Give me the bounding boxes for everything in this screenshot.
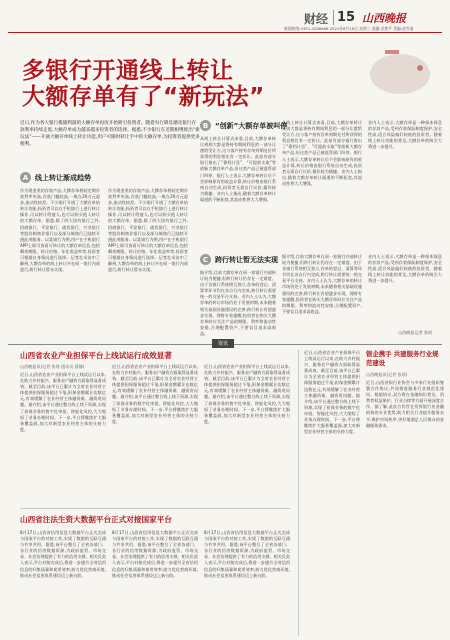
section-c-body-continued: 据介绍,目前大额存单在同一家银行内部转让较为便捷,但跨行转让仍存在一定难度。由于各银行系统相互独立,存单的登记、清算等环节均在各自行内完成,跨行转让需要统一的交易平台支持。业内人士认为,大额存单的转让市场仍处于发展初期,未来随着相关基础设施建设的完善,跨行转让有望逐步实现。理财专家提醒,投资者在购买大额存单时应关注产品的期限、利率和流动性安排,合理配置资产,不要盲目追求高收益。 — [282, 254, 362, 314]
headline-line-1: 多银行开通线上转让 — [22, 58, 234, 84]
brief-3-title: 银企携手 共建服务行业规范建设 — [366, 350, 439, 367]
closing-body: 业内人士表示,大额存单是一种保本保息的存款产品,受到存款保险制度保护,安全性高,适合风险偏好较低的投资者。随着线上转让功能的普及,大额存单的吸引力将进一步提升。 — [368, 254, 442, 284]
header-meta: 新闻热线:0351-4286666 2021年8月18日 星期三 责编:龙艳平 美编:赵雪迪 — [284, 26, 414, 31]
section-b-body: 从线上转让计算式来看,目前,大额存单转让规则大都是将持有期间利息的一部分让渡给受让方,这与客户持有存单到期兑付所获得的利息相比有一定折让。此前有部分银行推出了“靠档计息”、“可提前支取”等创新大额存单产品,但这类产品已被监管部门叫停。银行人士表示,大额存单转让后不会影响原有的收益计算,转让价格由银行系统自动生成,投资者无需自行议价,操作较为便捷。业内人士指出,随着大额存单转让渠道的不断拓宽,其流动性将大大增强。 — [200, 136, 276, 202]
brief-1-body-col2: 近日,山西省农业产业担保平台上线试运行以来,在助力乡村振兴、服务农户融资方面取得显著成效。截至目前,该平台已累计为全省农业经营主体提供担保服务超过千笔,担保金额累计达数亿元,有效缓解了农业经营主体融资难、融资贵问题。据介绍,该平台通过整合线上线下资源,实现了担保业务的数字化审批、智能化风控,大大缩短了业务办理时间。下一步,平台将继续扩大服务覆盖面,加大对新型农业经营主体的支持力度。 — [112, 364, 198, 424]
piggy-bank-icon — [305, 44, 445, 102]
article-lead: 近日,作为各大银行揽储利器的大额存单再度开始吸引投资者。随着央行降息潮及银行存款利率持续走低,大额存单成为越来越多投资者的选择。据悉,不少银行在近期相继推出“新玩法”——开通大额存单线上转让功能,用户可随时转让手中的大额存单,为投资者提供更多便利。 — [20, 121, 200, 147]
section-c-body: 据介绍,目前大额存单在同一家银行内部转让较为便捷,但跨行转让仍存在一定难度。由于各银行系统相互独立,存单的登记、清算等环节均在各自行内完成,跨行转让需要统一的交易平台支持。业内人士认为,大额存单的转让市场仍处于发展初期,未来随着相关基础设施建设的完善,跨行转让有望逐步实现。理财专家提醒,投资者在购买大额存单时应关注产品的期限、利率和流动性安排,合理配置资产,不要盲目追求高收益。 — [200, 270, 276, 336]
brief-1-body-col3: 近日,山西省农业产业担保平台上线试运行以来,在助力乡村振兴、服务农户融资方面取得显著成效。截至目前,该平台已累计为全省农业经营主体提供担保服务超过千笔,担保金额累计达数亿元,有效缓解了农业经营主体融资难、融资贵问题。据介绍,该平台通过整合线上线下资源,实现了担保业务的数字化审批、智能化风控,大大缩短了业务办理时间。下一步,平台将继续扩大服务覆盖面,加大对新型农业经营主体的支持力度。 — [204, 364, 290, 424]
right-column-body: 业内人士表示,大额存单是一种保本保息的存款产品,受到存款保险制度保护,安全性高,适合风险偏好较低的投资者。随着线上转让功能的普及,大额存单的吸引力将进一步提升。 — [368, 120, 442, 150]
section-a-body-continued: 作为现金类的存款产品,大额存单相较定期存款利率更高,存款门槛较高,一般在20万元起步,流动性较差。不少银行开通了大额存单的转让功能,投资者可以在手机银行上进行转让操作,可以转让给他人,也可以购买他人转让的大额存单。据悉,除了四大国有银行之外,招商银行、平安银行、浦发银行、兴业银行等股份制商业银行以及部分城商行已陆续开通此项服务。以某银行为例,用户在手机银行APP上即可查看可转让的大额存单信息,包括剩余期限、转让价格、年化收益率等,投资者可根据自身情况进行选择。记者在采访中了解到,大额存单的线上转让多在同一银行内部进行,跨行转让暂未实现。 — [108, 188, 188, 273]
brief-2-title: 山西省注法生资大数据平台正式对接国家平台 — [20, 515, 172, 524]
brief-1-byline: 山西晚报讯(记者 张瑶 通讯员 薛静) — [20, 364, 85, 369]
section-b-title: “创新”大额存单被叫停 — [215, 121, 288, 130]
section-b-heading — [200, 120, 287, 131]
section-a-badge: A — [20, 172, 31, 183]
brief-2-body: 8月17日,山西省信用信息大数据平台正式完成与国家平台的对接工作,实现了数据的互联互通与共享共用。据悉,该平台整合了全省各部门、各行业的信用数据资源,为政府监管、市场交易、社会治理提供了有力的信用支撑。相关负责人表示,平台对接完成后,将进一步提升全省信用信息的归集质量和使用效率,助力优化营商环境,推动社会信用体系建设迈上新台阶。 — [20, 530, 106, 578]
illustration-area — [305, 44, 445, 102]
section-label: 财经 — [304, 12, 329, 26]
section-a-body: 作为现金类的存款产品,大额存单相较定期存款利率更高,存款门槛较高,一般在20万元起步,流动性较差。不少银行开通了大额存单的转让功能,投资者可以在手机银行上进行转让操作,可以转让给他人,也可以购买他人转让的大额存单。据悉,除了四大国有银行之外,招商银行、平安银行、浦发银行、兴业银行等股份制商业银行以及部分城商行已陆续开通此项服务。以某银行为例,用户在手机银行APP上即可查看可转让的大额存单信息,包括剩余期限、转让价格、年化收益率等,投资者可根据自身情况进行选择。记者在采访中了解到,大额存单的线上转让多在同一银行内部进行,跨行转让暂未实现。 — [20, 188, 100, 273]
section-divider — [333, 10, 334, 25]
article-byline: 山西晚报记者 张瑶 — [398, 330, 433, 335]
section-b-badge: B — [200, 120, 211, 131]
brief-divider — [20, 508, 290, 509]
section-a-heading — [20, 172, 91, 183]
right-column-filler: 近日,山西省农业产业担保平台上线试运行以来,在助力乡村振兴、服务农户融资方面取得显著成效。截至目前,该平台已累计为全省农业经营主体提供担保服务超过千笔,担保金额累计达数亿元,有效缓解了农业经营主体融资难、融资贵问题。据介绍,该平台通过整合线上线下资源,实现了担保业务的数字化审批、智能化风控,大大缩短了业务办理时间。下一步,平台将继续扩大服务覆盖面,加大对新型农业经营主体的支持力度。 — [304, 350, 360, 435]
masthead: 山西晚报 — [362, 12, 406, 25]
brief-3-body: 近日,山西省银行业协会与多家行业组织签署合作协议,共同推进服务行业规范化建设。根据协议,双方将在金融知识普及、消费者权益保护、行业自律等方面开展深度合作。据了解,此次合作旨在发挥银行业金融机构的专业优势,助力相关行业提升服务水平,维护市场秩序,更好地满足人民群众的金融服务需求。 — [366, 380, 444, 428]
brief-1-body: 近日,山西省农业产业担保平台上线试运行以来,在助力乡村振兴、服务农户融资方面取得显著成效。截至目前,该平台已累计为全省农业经营主体提供担保服务超过千笔,担保金额累计达数亿元,有效缓解了农业经营主体融资难、融资贵问题。据介绍,该平台通过整合线上线下资源,实现了担保业务的数字化审批、智能化风控,大大缩短了业务办理时间。下一步,平台将继续扩大服务覆盖面,加大对新型农业经营主体的支持力度。 — [20, 372, 106, 432]
section-c-title: 跨行转让暂无法实现 — [215, 255, 278, 264]
news-banner-tag: 资讯 — [212, 339, 234, 348]
page-header — [0, 0, 450, 40]
right-column-divider — [298, 350, 299, 636]
page-number: 15 — [337, 10, 356, 25]
brief-1-title: 山西省农业产业担保平台上线试运行成效显著 — [20, 351, 172, 360]
article-headline — [22, 58, 292, 110]
brief-3-byline: 山西晚报讯(记者 张瑶) — [366, 372, 408, 377]
header-divider — [8, 32, 442, 33]
section-c-badge: C — [200, 254, 211, 265]
section-b-body-continued: 从线上转让计算式来看,目前,大额存单转让规则大都是将持有期间利息的一部分让渡给受让方,这与客户持有存单到期兑付所获得的利息相比有一定折让。此前有部分银行推出了“靠档计息”、“可提前支取”等创新大额存单产品,但这类产品已被监管部门叫停。银行人士表示,大额存单转让后不会影响原有的收益计算,转让价格由银行系统自动生成,投资者无需自行议价,操作较为便捷。业内人士指出,随着大额存单转让渠道的不断拓宽,其流动性将大大增强。 — [282, 120, 362, 186]
headline-line-2: 大额存单有了“新玩法” — [22, 84, 265, 110]
section-c-heading — [200, 254, 278, 265]
brief-2-body-col3: 8月17日,山西省信用信息大数据平台正式完成与国家平台的对接工作,实现了数据的互联互通与共享共用。据悉,该平台整合了全省各部门、各行业的信用数据资源,为政府监管、市场交易、社会治理提供了有力的信用支撑。相关负责人表示,平台对接完成后,将进一步提升全省信用信息的归集质量和使用效率,助力优化营商环境,推动社会信用体系建设迈上新台阶。 — [204, 530, 290, 578]
brief-2-body-col2: 8月17日,山西省信用信息大数据平台正式完成与国家平台的对接工作,实现了数据的互联互通与共享共用。据悉,该平台整合了全省各部门、各行业的信用数据资源,为政府监管、市场交易、社会治理提供了有力的信用支撑。相关负责人表示,平台对接完成后,将进一步提升全省信用信息的归集质量和使用效率,助力优化营商环境,推动社会信用体系建设迈上新台阶。 — [112, 530, 198, 578]
section-a-title: 线上转让渐成趋势 — [35, 173, 91, 182]
